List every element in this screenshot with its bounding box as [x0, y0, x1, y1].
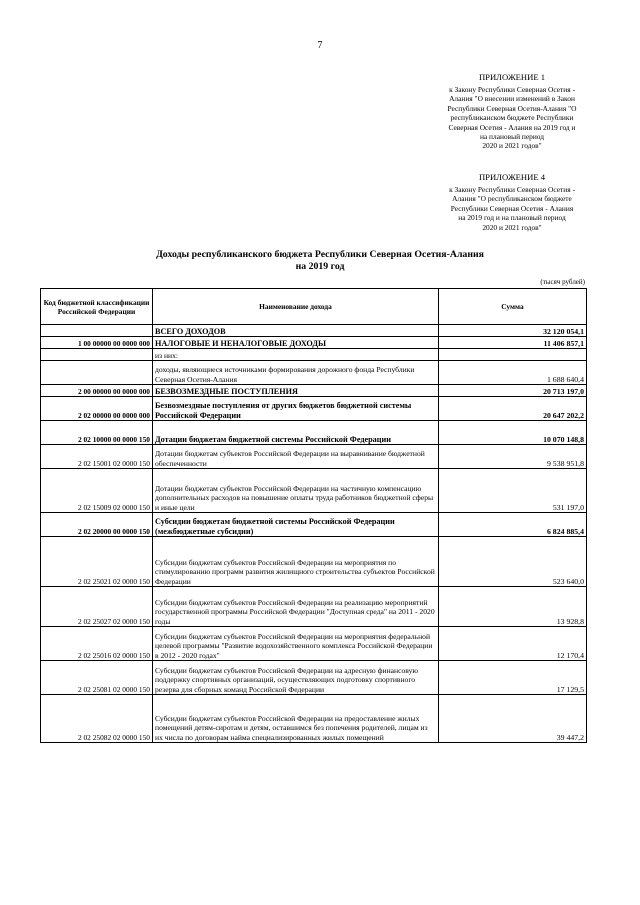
row-name: Субсидии бюджетам субъектов Российской Федерации на реализацию мероприятий государственной программы Российской Федерации "Доступная среда" на 2011 - 2020 годы [153, 587, 439, 627]
row-name: Субсидии бюджетам субъектов Российской Федерации на предоставление жилых помещений детям-сиротам и детям, оставшимся без попечения родителей, лицам из их числа по договорам найма специализированных жилых помещений [153, 695, 439, 743]
row-name: Субсидии бюджетам бюджетной системы Российской Федерации (межбюджетные субсидии) [153, 513, 439, 537]
row-name: доходы, являющиеся источниками формирования дорожного фонда Республики Северная Осетия-Алания [153, 361, 439, 385]
row-name: Субсидии бюджетам субъектов Российской Федерации на мероприятия федеральной целевой программы "Развитие водохозяйственного комплекса Российской Федерации в 2012 - 2020 годах" [153, 627, 439, 661]
row-code: 2 02 25081 02 0000 150 [41, 661, 153, 695]
table-row [41, 421, 587, 445]
row-name: Дотации бюджетам субъектов Российской Федерации на частичную компенсацию дополнительных расходов на повышение оплаты труда работников бюджетной сферы и иные цели [153, 469, 439, 513]
row-sum [439, 349, 587, 361]
appendix-1-line: 2020 и 2021 годов" [482, 141, 542, 151]
row-code: 2 02 00000 00 0000 000 [41, 397, 153, 421]
row-name: Дотации бюджетам субъектов Российской Федерации на выравнивание бюджетной обеспеченности [153, 445, 439, 469]
row-sum: 12 170,4 [439, 627, 587, 661]
row-name: Субсидии бюджетам субъектов Российской Федерации на мероприятия по стимулированию программ развития жилищного строительства субъектов Российской Федерации [153, 537, 439, 587]
document-title-line-1: Доходы республиканского бюджета Республики Северная Осетия-Алания [156, 249, 484, 260]
table-row [41, 469, 587, 513]
row-code: 2 02 10000 00 0000 150 [41, 421, 153, 445]
units-note: (тысяч рублей) [540, 278, 585, 286]
page-number: 7 [317, 40, 323, 51]
appendix-4-line: Республики Северная Осетия - Алания [450, 203, 574, 213]
row-code [41, 325, 153, 337]
appendix-4-line: к Закону Республики Северная Осетия - [449, 185, 575, 194]
appendix-4-line: 2020 и 2021 годов" [482, 222, 542, 232]
row-code: 2 02 25021 02 0000 150 [41, 537, 153, 587]
row-sum: 9 538 951,8 [439, 445, 587, 469]
document-title [60, 249, 580, 273]
table-row [41, 587, 587, 627]
table-row [41, 513, 587, 537]
row-sum: 17 129,5 [439, 661, 587, 695]
row-sum: 11 406 857,1 [439, 337, 587, 349]
row-code: 2 02 15001 02 0000 150 [41, 445, 153, 469]
row-code: 2 02 25082 02 0000 150 [41, 695, 153, 743]
table-body [41, 325, 587, 743]
appendix-1-header [428, 72, 596, 151]
appendix-4-line: Алания "О республиканском бюджете [452, 194, 572, 204]
table-row [41, 337, 587, 349]
row-name: БЕЗВОЗМЕЗДНЫЕ ПОСТУПЛЕНИЯ [153, 385, 439, 397]
row-name: из них: [153, 349, 439, 361]
row-code: 2 00 00000 00 0000 000 [41, 385, 153, 397]
table-row [41, 349, 587, 361]
table-row [41, 445, 587, 469]
row-sum: 32 120 054,1 [439, 325, 587, 337]
table-row [41, 397, 587, 421]
row-sum: 10 070 148,8 [439, 421, 587, 445]
appendix-1-line: Республики Северная Осетия-Алания "О [447, 103, 577, 113]
row-code: 2 02 25027 02 0000 150 [41, 587, 153, 627]
row-name: Субсидии бюджетам субъектов Российской Федерации на адресную финансовую поддержку спортивных организаций, осуществляющих подготовку спортивного резерва для сборных команд Российской Федерации [153, 661, 439, 695]
appendix-4-header [428, 172, 596, 232]
row-name: Дотации бюджетам бюджетной системы Российской Федерации [153, 421, 439, 445]
row-sum: 39 447,2 [439, 695, 587, 743]
appendix-1-line: к Закону Республики Северная Осетия - [449, 85, 575, 94]
table-row [41, 325, 587, 337]
table-row [41, 385, 587, 397]
table-row [41, 627, 587, 661]
table-row [41, 661, 587, 695]
row-sum: 20 647 202,2 [439, 397, 587, 421]
row-sum: 20 713 197,0 [439, 385, 587, 397]
row-sum: 1 688 640,4 [439, 361, 587, 385]
row-code [41, 361, 153, 385]
row-sum: 6 824 885,4 [439, 513, 587, 537]
appendix-4-heading: ПРИЛОЖЕНИЕ 4 [478, 172, 546, 182]
row-code: 2 02 20000 00 0000 150 [41, 513, 153, 537]
appendix-1-line: Северная Осетия - Алания на 2019 год и [448, 122, 576, 132]
table-row [41, 695, 587, 743]
document-title-line-2: на 2019 год [295, 261, 345, 272]
header-name: Наименование дохода [153, 289, 439, 325]
row-code: 2 02 25016 02 0000 150 [41, 627, 153, 661]
row-sum: 523 640,0 [439, 537, 587, 587]
appendix-1-heading: ПРИЛОЖЕНИЕ 1 [478, 72, 546, 82]
appendix-1-line: Алания "О внесении изменений в Закон [449, 94, 575, 104]
row-code [41, 349, 153, 361]
row-name: НАЛОГОВЫЕ И НЕНАЛОГОВЫЕ ДОХОДЫ [153, 337, 439, 349]
header-sum: Сумма [439, 289, 587, 325]
row-code: 1 00 00000 00 0000 000 [41, 337, 153, 349]
appendix-1-line: на плановый период [479, 132, 545, 142]
revenue-table [40, 288, 587, 743]
appendix-4-line: на 2019 год и на плановый период [458, 213, 566, 223]
row-sum: 531 197,0 [439, 469, 587, 513]
table-row [41, 537, 587, 587]
row-code: 2 02 15009 02 0000 150 [41, 469, 153, 513]
row-sum: 13 928,8 [439, 587, 587, 627]
row-name: Безвозмездные поступления от других бюджетов бюджетной системы Российской Федерации [153, 397, 439, 421]
header-code: Код бюджетной классификации Российской Федерации [41, 289, 153, 325]
table-row [41, 361, 587, 385]
row-name: ВСЕГО ДОХОДОВ [153, 325, 439, 337]
appendix-1-line: республиканском бюджете Республики [450, 113, 574, 123]
